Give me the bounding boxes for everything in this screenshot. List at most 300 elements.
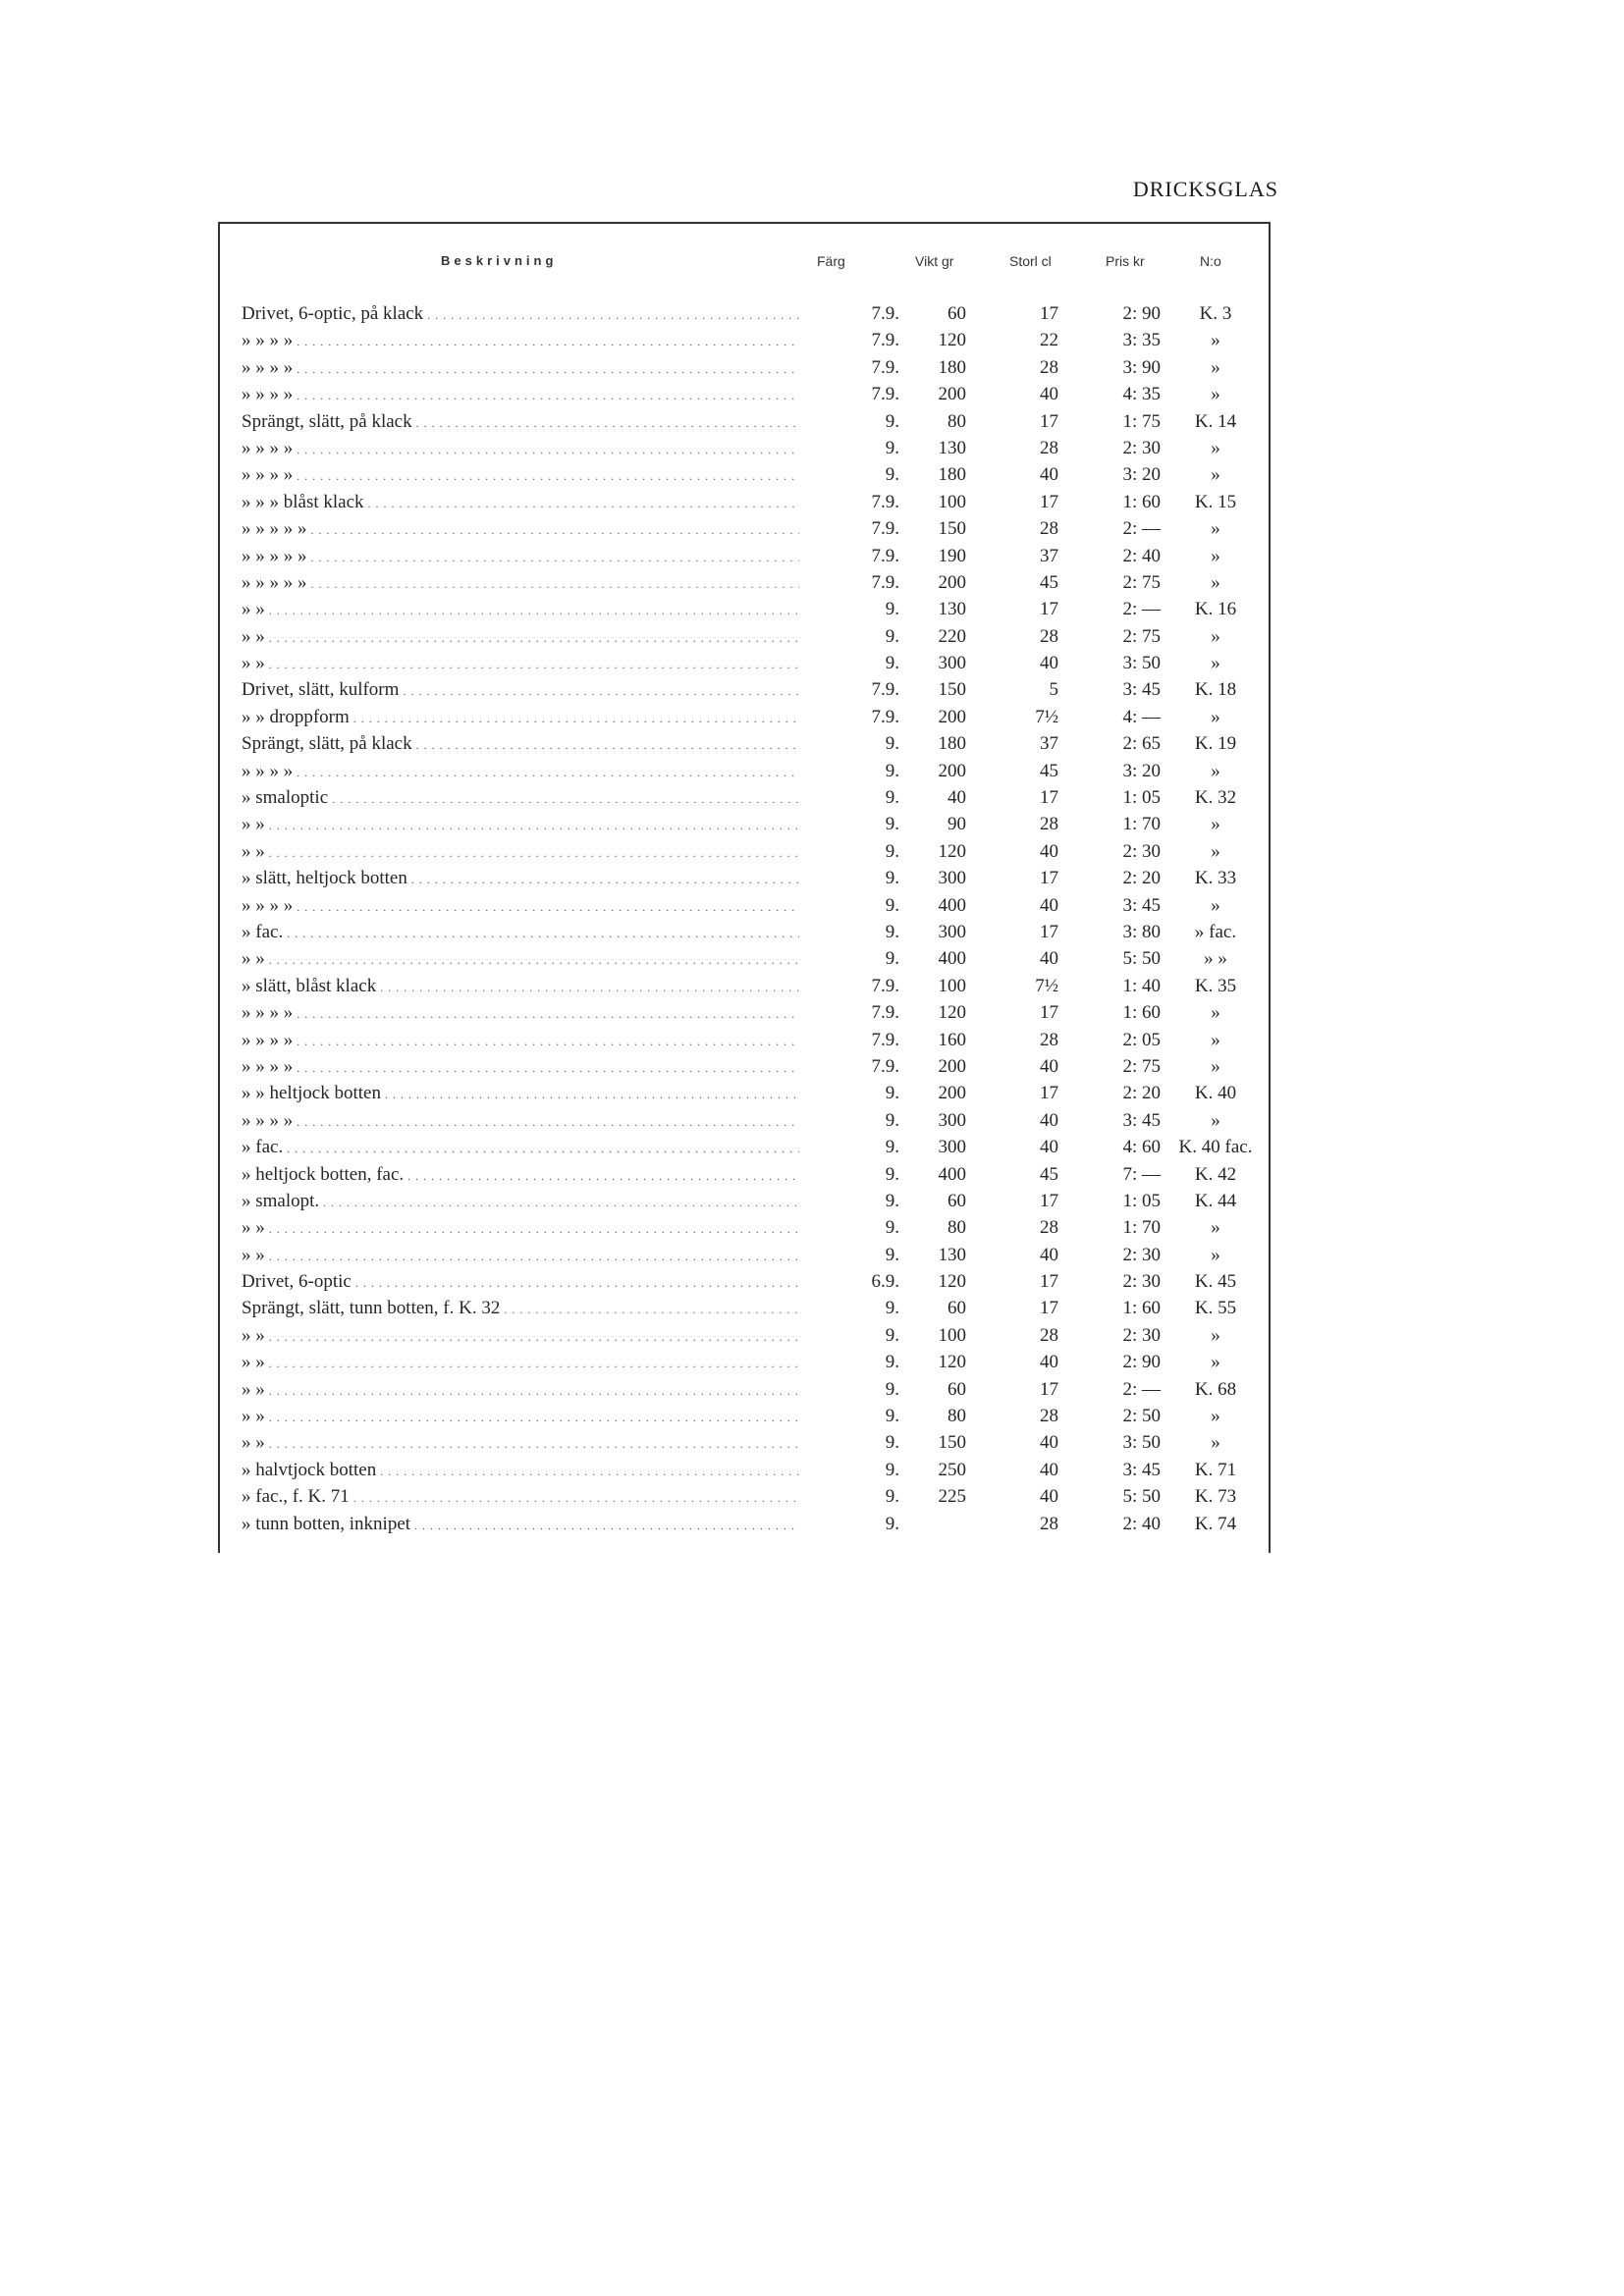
cell-no: » [1211, 894, 1220, 916]
cell-farg: 9. [885, 1217, 899, 1239]
cell-desc: » fac. . . . [242, 1134, 799, 1162]
cell-storl: 40 [1040, 1432, 1058, 1454]
table-row [220, 973, 1269, 999]
cell-storl: 45 [1040, 760, 1058, 781]
cell-no: K. 71 [1194, 1459, 1237, 1480]
cell-storl: 40 [1040, 1352, 1058, 1373]
cell-desc: » » . . . [242, 1429, 799, 1458]
cell-pris: 2: 50 [1122, 1406, 1161, 1427]
table-row [220, 623, 1269, 650]
cell-farg: 9. [885, 437, 899, 458]
cell-vikt: 100 [938, 1324, 966, 1346]
cell-storl: 37 [1040, 545, 1058, 566]
table-row [220, 435, 1269, 461]
cell-storl: 40 [1040, 840, 1058, 862]
table-row [220, 838, 1269, 865]
cell-pris: 3: 20 [1122, 464, 1161, 486]
cell-vikt: 100 [938, 975, 966, 996]
cell-vikt: 90 [947, 814, 966, 835]
cell-farg: 9. [885, 733, 899, 755]
cell-storl: 28 [1040, 1406, 1058, 1427]
cell-no: K. 74 [1194, 1513, 1237, 1534]
cell-desc: Sprängt, slätt, tunn botten, f. K. 32 . . . [242, 1295, 799, 1323]
cell-vikt: 120 [938, 1352, 966, 1373]
cell-vikt: 130 [938, 1244, 966, 1265]
cell-farg: 7.9. [871, 571, 899, 593]
cell-pris: 2: 20 [1122, 868, 1161, 889]
cell-pris: 2: 30 [1122, 1244, 1161, 1265]
cell-pris: 3: 50 [1122, 1432, 1161, 1454]
cell-storl: 17 [1040, 1083, 1058, 1104]
cell-storl: 5 [1049, 679, 1058, 701]
cell-vikt: 100 [938, 491, 966, 512]
cell-desc: » tunn botten, inknipet . . . [242, 1511, 799, 1539]
cell-storl: 28 [1040, 625, 1058, 647]
cell-storl: 40 [1040, 653, 1058, 674]
cell-storl: 28 [1040, 1029, 1058, 1050]
cell-desc: » » » » . . . [242, 461, 799, 490]
header-description: Beskrivning [441, 253, 558, 268]
table-row [220, 1457, 1269, 1483]
cell-storl: 17 [1040, 921, 1058, 942]
cell-storl: 17 [1040, 868, 1058, 889]
cell-storl: 28 [1040, 814, 1058, 835]
cell-pris: 2: 40 [1122, 1513, 1161, 1534]
cell-farg: 9. [885, 410, 899, 432]
cell-no: » [1211, 814, 1220, 835]
cell-desc: Drivet, 6-optic . . . [242, 1268, 799, 1297]
table-row [220, 945, 1269, 972]
table-row [220, 892, 1269, 919]
cell-desc: » halvtjock botten . . . [242, 1457, 799, 1485]
cell-farg: 9. [885, 868, 899, 889]
cell-desc: » » » » . . . [242, 999, 799, 1028]
table-row [220, 1268, 1269, 1295]
cell-desc: Sprängt, slätt, på klack . . . [242, 730, 799, 759]
cell-pris: 2: — [1122, 518, 1161, 540]
cell-desc: » » » blåst klack . . . [242, 489, 799, 517]
cell-desc: » » . . . [242, 1349, 799, 1377]
cell-storl: 28 [1040, 1513, 1058, 1534]
cell-vikt: 220 [938, 625, 966, 647]
cell-pris: 1: 60 [1122, 491, 1161, 512]
cell-desc: » » » » . . . [242, 892, 799, 921]
cell-pris: 3: 45 [1122, 1109, 1161, 1131]
cell-no: » [1211, 653, 1220, 674]
cell-no: » [1211, 840, 1220, 862]
cell-farg: 9. [885, 1513, 899, 1534]
cell-storl: 17 [1040, 303, 1058, 324]
cell-desc: » smalopt. . . . [242, 1188, 799, 1216]
cell-desc: » » . . . [242, 838, 799, 867]
cell-desc: » » . . . [242, 1376, 799, 1405]
cell-storl: 37 [1040, 733, 1058, 755]
table-row [220, 704, 1269, 730]
cell-storl: 17 [1040, 1002, 1058, 1024]
cell-pris: 4: — [1122, 706, 1161, 727]
cell-vikt: 60 [947, 1190, 966, 1211]
cell-storl: 28 [1040, 1217, 1058, 1239]
cell-storl: 17 [1040, 491, 1058, 512]
cell-vikt: 300 [938, 653, 966, 674]
cell-pris: 5: 50 [1122, 948, 1161, 970]
table-row [220, 865, 1269, 891]
cell-desc: » » » » . . . [242, 354, 799, 383]
cell-pris: 1: 70 [1122, 1217, 1161, 1239]
cell-vikt: 160 [938, 1029, 966, 1050]
cell-no: K. 33 [1194, 868, 1237, 889]
cell-desc: » » . . . [242, 1322, 799, 1351]
cell-storl: 40 [1040, 464, 1058, 486]
price-table [218, 222, 1271, 1553]
cell-storl: 17 [1040, 599, 1058, 620]
cell-desc: » » droppform . . . [242, 704, 799, 732]
cell-desc: » » » » » . . . [242, 543, 799, 571]
cell-vikt: 200 [938, 384, 966, 405]
table-row [220, 381, 1269, 407]
cell-farg: 6.9. [871, 1271, 899, 1293]
table-row [220, 569, 1269, 596]
cell-farg: 9. [885, 1137, 899, 1158]
table-row [220, 784, 1269, 811]
cell-pris: 3: 90 [1122, 356, 1161, 378]
cell-farg: 9. [885, 760, 899, 781]
cell-no: K. 35 [1194, 975, 1237, 996]
cell-farg: 9. [885, 625, 899, 647]
cell-desc: Sprängt, slätt, på klack . . . [242, 408, 799, 437]
cell-desc: » » » » . . . [242, 1053, 799, 1082]
cell-vikt: 190 [938, 545, 966, 566]
cell-storl: 17 [1040, 1378, 1058, 1400]
cell-farg: 7.9. [871, 706, 899, 727]
cell-storl: 40 [1040, 1486, 1058, 1508]
cell-farg: 9. [885, 814, 899, 835]
cell-farg: 9. [885, 1298, 899, 1319]
cell-no: » [1211, 571, 1220, 593]
cell-no: » [1211, 1244, 1220, 1265]
table-row [220, 408, 1269, 435]
header-farg: Färg [817, 253, 845, 269]
cell-desc: » » . . . [242, 650, 799, 678]
table-row [220, 543, 1269, 569]
cell-vikt: 120 [938, 840, 966, 862]
cell-pris: 2: 75 [1122, 1055, 1161, 1077]
cell-no: » [1211, 330, 1220, 351]
cell-pris: 3: 45 [1122, 894, 1161, 916]
cell-storl: 17 [1040, 410, 1058, 432]
cell-storl: 40 [1040, 1055, 1058, 1077]
table-row [220, 489, 1269, 515]
cell-desc: » smaloptic . . . [242, 784, 799, 813]
cell-desc: » » » » » . . . [242, 569, 799, 598]
cell-desc: » » . . . [242, 1214, 799, 1243]
cell-storl: 17 [1040, 787, 1058, 809]
cell-desc: » » » » . . . [242, 327, 799, 355]
cell-farg: 9. [885, 948, 899, 970]
cell-vikt: 200 [938, 706, 966, 727]
cell-farg: 7.9. [871, 491, 899, 512]
cell-pris: 2: — [1122, 1378, 1161, 1400]
cell-desc: Drivet, slätt, kulform . . . [242, 676, 799, 705]
cell-no: K. 40 [1194, 1083, 1237, 1104]
cell-pris: 5: 50 [1122, 1486, 1161, 1508]
cell-vikt: 60 [947, 1378, 966, 1400]
cell-desc: » » » » . . . [242, 381, 799, 409]
page-title: DRICKSGLAS [1132, 177, 1278, 201]
cell-no: K. 44 [1194, 1190, 1237, 1211]
cell-vikt: 150 [938, 1432, 966, 1454]
cell-farg: 9. [885, 1406, 899, 1427]
cell-vikt: 300 [938, 868, 966, 889]
table-row [220, 1053, 1269, 1080]
table-row [220, 1242, 1269, 1268]
cell-farg: 7.9. [871, 1002, 899, 1024]
cell-storl: 17 [1040, 1271, 1058, 1293]
cell-no: K. 19 [1194, 733, 1237, 755]
cell-vikt: 180 [938, 733, 966, 755]
cell-vikt: 60 [947, 303, 966, 324]
cell-no: » [1211, 464, 1220, 486]
cell-farg: 9. [885, 1083, 899, 1104]
cell-pris: 2: 30 [1122, 840, 1161, 862]
cell-storl: 28 [1040, 518, 1058, 540]
cell-no: K. 55 [1194, 1298, 1237, 1319]
cell-farg: 9. [885, 1163, 899, 1185]
table-row [220, 515, 1269, 542]
cell-no: K. 68 [1194, 1378, 1237, 1400]
cell-desc: » » . . . [242, 596, 799, 624]
cell-pris: 2: 90 [1122, 303, 1161, 324]
table-row [220, 1214, 1269, 1241]
table-row [220, 1134, 1269, 1160]
cell-pris: 1: 05 [1122, 1190, 1161, 1211]
cell-desc: » heltjock botten, fac. . . . [242, 1161, 799, 1190]
cell-vikt: 200 [938, 1055, 966, 1077]
cell-no: » [1211, 1217, 1220, 1239]
cell-storl: 45 [1040, 571, 1058, 593]
cell-farg: 9. [885, 1486, 899, 1508]
table-row [220, 461, 1269, 488]
table-header [220, 253, 1269, 279]
cell-pris: 3: 35 [1122, 330, 1161, 351]
table-row [220, 1080, 1269, 1106]
cell-farg: 7.9. [871, 679, 899, 701]
table-row [220, 650, 1269, 676]
table-row [220, 1027, 1269, 1053]
cell-farg: 9. [885, 894, 899, 916]
cell-storl: 40 [1040, 384, 1058, 405]
cell-pris: 2: 30 [1122, 437, 1161, 458]
cell-pris: 4: 35 [1122, 384, 1161, 405]
cell-vikt: 400 [938, 1163, 966, 1185]
table-row [220, 999, 1269, 1026]
cell-vikt: 300 [938, 1137, 966, 1158]
cell-farg: 7.9. [871, 330, 899, 351]
table-row [220, 1483, 1269, 1510]
table-row [220, 811, 1269, 837]
cell-farg: 7.9. [871, 975, 899, 996]
cell-desc: » slätt, blåst klack . . . [242, 973, 799, 1001]
cell-farg: 9. [885, 840, 899, 862]
cell-farg: 9. [885, 787, 899, 809]
cell-no: » [1211, 518, 1220, 540]
cell-farg: 7.9. [871, 545, 899, 566]
table-row [220, 1188, 1269, 1214]
cell-no: » [1211, 545, 1220, 566]
cell-farg: 7.9. [871, 1029, 899, 1050]
cell-no: » » [1204, 948, 1227, 970]
cell-desc: » » heltjock botten . . . [242, 1080, 799, 1108]
cell-pris: 4: 60 [1122, 1137, 1161, 1158]
cell-farg: 7.9. [871, 1055, 899, 1077]
cell-no: K. 15 [1194, 491, 1237, 512]
cell-no: » [1211, 1324, 1220, 1346]
cell-vikt: 300 [938, 921, 966, 942]
cell-storl: 17 [1040, 1190, 1058, 1211]
cell-no: » [1211, 1432, 1220, 1454]
cell-no: » [1211, 1002, 1220, 1024]
cell-vikt: 80 [947, 1406, 966, 1427]
table-row [220, 1322, 1269, 1349]
cell-desc: » » . . . [242, 1242, 799, 1270]
cell-farg: 7.9. [871, 356, 899, 378]
cell-vikt: 150 [938, 679, 966, 701]
cell-pris: 1: 60 [1122, 1298, 1161, 1319]
cell-storl: 40 [1040, 1109, 1058, 1131]
cell-pris: 3: 20 [1122, 760, 1161, 781]
table-row [220, 676, 1269, 703]
cell-vikt: 250 [938, 1459, 966, 1480]
cell-vikt: 200 [938, 760, 966, 781]
cell-pris: 3: 45 [1122, 679, 1161, 701]
cell-pris: 2: 75 [1122, 571, 1161, 593]
cell-desc: » » » » . . . [242, 758, 799, 786]
cell-no: » [1211, 625, 1220, 647]
cell-farg: 9. [885, 1432, 899, 1454]
cell-farg: 9. [885, 1459, 899, 1480]
table-row [220, 300, 1269, 327]
cell-vikt: 200 [938, 1083, 966, 1104]
cell-storl: 22 [1040, 330, 1058, 351]
cell-no: K. 73 [1194, 1486, 1237, 1508]
cell-vikt: 40 [947, 787, 966, 809]
cell-no: » [1211, 706, 1220, 727]
cell-storl: 40 [1040, 948, 1058, 970]
cell-desc: » » . . . [242, 811, 799, 839]
cell-no: » [1211, 356, 1220, 378]
cell-desc: » » » » . . . [242, 1107, 799, 1136]
cell-vikt: 120 [938, 330, 966, 351]
cell-no: » [1211, 760, 1220, 781]
cell-farg: 9. [885, 464, 899, 486]
cell-pris: 2: 30 [1122, 1324, 1161, 1346]
cell-pris: 2: 40 [1122, 545, 1161, 566]
table-row [220, 758, 1269, 784]
table-row [220, 1107, 1269, 1134]
cell-pris: 2: 05 [1122, 1029, 1161, 1050]
cell-no: » fac. [1194, 921, 1237, 942]
cell-pris: 3: 45 [1122, 1459, 1161, 1480]
cell-pris: 1: 05 [1122, 787, 1161, 809]
cell-farg: 7.9. [871, 303, 899, 324]
cell-storl: 45 [1040, 1163, 1058, 1185]
cell-pris: 2: — [1122, 599, 1161, 620]
table-body [220, 300, 1269, 1537]
cell-no: » [1211, 437, 1220, 458]
cell-vikt: 400 [938, 894, 966, 916]
cell-desc: » » » » » . . . [242, 515, 799, 544]
cell-storl: 28 [1040, 1324, 1058, 1346]
cell-no: K. 42 [1194, 1163, 1237, 1185]
cell-no: K. 16 [1194, 599, 1237, 620]
cell-pris: 7: — [1122, 1163, 1161, 1185]
cell-no: K. 14 [1194, 410, 1237, 432]
cell-no: K. 18 [1194, 679, 1237, 701]
table-row [220, 1429, 1269, 1456]
cell-no: » [1211, 1109, 1220, 1131]
cell-pris: 2: 30 [1122, 1271, 1161, 1293]
cell-desc: » fac., f. K. 71 . . . [242, 1483, 799, 1512]
cell-vikt: 180 [938, 464, 966, 486]
cell-no: » [1211, 1352, 1220, 1373]
cell-vikt: 400 [938, 948, 966, 970]
table-row [220, 1511, 1269, 1537]
cell-vikt: 60 [947, 1298, 966, 1319]
cell-farg: 9. [885, 1190, 899, 1211]
cell-pris: 2: 75 [1122, 625, 1161, 647]
table-row [220, 1349, 1269, 1375]
cell-vikt: 150 [938, 518, 966, 540]
cell-vikt: 80 [947, 1217, 966, 1239]
cell-pris: 3: 50 [1122, 653, 1161, 674]
cell-vikt: 130 [938, 437, 966, 458]
cell-farg: 9. [885, 1378, 899, 1400]
cell-storl: 28 [1040, 437, 1058, 458]
cell-vikt: 120 [938, 1002, 966, 1024]
header-vikt: Vikt gr [915, 253, 954, 269]
cell-desc: » fac. . . . [242, 919, 799, 947]
cell-vikt: 130 [938, 599, 966, 620]
cell-storl: 40 [1040, 1137, 1058, 1158]
cell-storl: 17 [1040, 1298, 1058, 1319]
cell-farg: 7.9. [871, 518, 899, 540]
cell-farg: 9. [885, 1324, 899, 1346]
header-no: N:o [1200, 253, 1221, 269]
cell-vikt: 80 [947, 410, 966, 432]
cell-vikt: 225 [938, 1486, 966, 1508]
cell-pris: 1: 70 [1122, 814, 1161, 835]
cell-storl: 40 [1040, 1459, 1058, 1480]
table-row [220, 730, 1269, 757]
cell-pris: 3: 80 [1122, 921, 1161, 942]
cell-farg: 9. [885, 921, 899, 942]
table-row [220, 354, 1269, 381]
cell-pris: 2: 20 [1122, 1083, 1161, 1104]
cell-pris: 1: 75 [1122, 410, 1161, 432]
cell-no: K. 32 [1194, 787, 1237, 809]
cell-farg: 7.9. [871, 384, 899, 405]
cell-vikt: 180 [938, 356, 966, 378]
table-row [220, 1161, 1269, 1188]
cell-farg: 9. [885, 1244, 899, 1265]
table-row [220, 1403, 1269, 1429]
cell-no: » [1211, 1406, 1220, 1427]
cell-vikt: 200 [938, 571, 966, 593]
cell-pris: 1: 40 [1122, 975, 1161, 996]
cell-pris: 2: 65 [1122, 733, 1161, 755]
table-row [220, 1376, 1269, 1403]
cell-desc: » » » » . . . [242, 435, 799, 463]
